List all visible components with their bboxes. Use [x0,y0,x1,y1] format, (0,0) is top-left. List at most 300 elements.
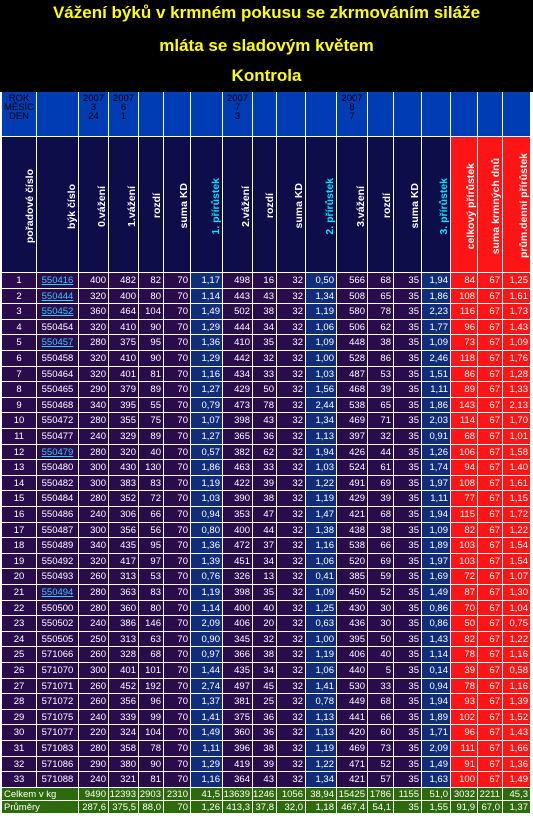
bull-id: 550505 [37,632,79,648]
table-cell: 114 [451,413,478,429]
table-cell: 82 [451,523,478,539]
table-cell: 118 [451,351,478,367]
column-header [253,137,277,273]
table-cell: 1,47 [306,507,337,523]
table-cell: 0,80 [191,523,223,539]
column-header-label: suma KD [293,183,305,229]
table-cell: 32 [277,616,306,632]
table-cell: 67 [478,694,503,710]
table-cell: 87 [451,585,478,601]
bull-id: 550444 [37,289,79,305]
table-cell: 32 [277,507,306,523]
table-cell: 1,49 [191,725,223,741]
table-cell: 1,13 [306,710,337,726]
table-cell: 32 [277,569,306,585]
table-cell: 70 [164,382,191,398]
table-cell: 379 [109,382,139,398]
table-cell: 1,41 [306,679,337,695]
table-cell: 410 [223,335,253,351]
table-cell: 32 [277,585,306,601]
table-cell: 97 [139,554,164,570]
table-cell: 32 [277,429,306,445]
table-cell: 35 [394,772,422,788]
table-cell: 38 [368,523,394,539]
table-cell: 67 [478,772,503,788]
table-cell: 1,66 [503,741,531,757]
table-cell: 1,06 [306,554,337,570]
table-cell: 67 [478,476,503,492]
table-cell: 1,16 [503,679,531,695]
table-cell: 2,23 [422,304,451,320]
table-cell: 438 [337,523,368,539]
table-cell: 240 [79,772,109,788]
table-cell: 320 [79,367,109,383]
table-cell: 240 [79,710,109,726]
table-cell: 70 [164,569,191,585]
table-cell: 329 [109,429,139,445]
table-cell: 430 [337,601,368,617]
table-cell: 67 [478,382,503,398]
table-cell: 67 [478,367,503,383]
table-cell: 306 [109,507,139,523]
column-header-label: rozdí [151,193,163,219]
table-cell: 35 [394,398,422,414]
table-cell: 36 [253,710,277,726]
table-cell: 280 [79,335,109,351]
table-cell: 580 [337,304,368,320]
table-cell: 96 [451,725,478,741]
table-cell: 81 [139,367,164,383]
table-cell: 45 [253,679,277,695]
date-cell: 2007 7 3 [223,92,253,137]
table-cell: 1,22 [306,476,337,492]
bull-id: 571088 [37,772,79,788]
table-cell: 1,72 [503,507,531,523]
summary-label: Průměry [2,801,79,814]
table-cell: 33 [368,679,394,695]
date-cell [503,92,531,137]
table-cell: 35 [394,413,422,429]
summary-cell: 1786 [368,788,394,801]
table-cell: 375 [223,710,253,726]
table-cell: 70 [164,476,191,492]
table-cell: 220 [79,725,109,741]
date-cell [164,92,191,137]
table-cell: 35 [394,445,422,461]
table-cell: 32 [277,351,306,367]
table-cell: 469 [337,741,368,757]
table-cell: 67 [478,616,503,632]
table-cell: 1,63 [422,772,451,788]
column-header [306,137,337,273]
table-cell: 440 [337,663,368,679]
bull-id: 550500 [37,601,79,617]
table-cell: 32 [2,757,37,773]
table-cell: 34 [253,320,277,336]
summary-cell: 1246 [253,788,277,801]
table-cell: 2,09 [422,741,451,757]
table-cell: 1,01 [503,429,531,445]
table-cell: 1,61 [503,289,531,305]
table-cell: 32 [253,351,277,367]
table-cell: 90 [139,320,164,336]
table-cell: 32 [277,398,306,414]
table-cell: 498 [223,273,253,289]
table-cell: 38 [253,647,277,663]
table-cell: 383 [109,476,139,492]
table-cell: 32 [277,725,306,741]
table-cell: 375 [109,335,139,351]
table-cell: 35 [394,320,422,336]
table-cell: 70 [164,616,191,632]
summary-cell: 12393 [109,788,139,801]
table-cell: 2,46 [422,351,451,367]
table-cell: 44 [253,523,277,539]
table-cell: 356 [109,694,139,710]
table-cell: 448 [337,335,368,351]
table-cell: 1,16 [191,772,223,788]
table-cell: 130 [139,460,164,476]
table-cell: 70 [164,741,191,757]
table-cell: 32 [277,491,306,507]
table-cell: 67 [478,429,503,445]
table-cell: 1,03 [191,491,223,507]
table-cell: 463 [223,460,253,476]
table-cell: 32 [253,632,277,648]
table-cell: 32 [277,289,306,305]
summary-label: Celkem v kg [2,788,79,801]
table-cell: 67 [478,725,503,741]
table-cell: 1,00 [306,632,337,648]
table-cell: 96 [139,694,164,710]
table-cell: 410 [109,351,139,367]
table-cell: 30 [368,616,394,632]
table-cell: 104 [139,304,164,320]
table-cell: 390 [223,491,253,507]
bull-id: 550489 [37,538,79,554]
table-cell: 67 [478,289,503,305]
table-cell: 12 [2,445,37,461]
table-cell: 43 [253,289,277,305]
bull-id: 550479 [37,445,79,461]
table-cell: 67 [478,741,503,757]
table-cell: 93 [451,694,478,710]
table-cell: 1,73 [503,304,531,320]
bull-id: 550457 [37,335,79,351]
table-cell: 62 [253,445,277,461]
table-cell: 1,13 [306,429,337,445]
bull-id: 571070 [37,663,79,679]
table-cell: 8 [2,382,37,398]
table-cell: 32 [277,304,306,320]
summary-cell: 38,94 [306,788,337,801]
table-cell: 2,09 [191,616,223,632]
table-cell: 67 [478,445,503,461]
table-cell: 1,94 [422,273,451,289]
table-cell: 67 [478,757,503,773]
table-cell: 360 [223,725,253,741]
table-cell: 39 [368,382,394,398]
table-cell: 32 [277,382,306,398]
table-cell: 396 [223,741,253,757]
summary-cell: 51,0 [422,788,451,801]
summary-cell: 91,9 [451,801,478,814]
bull-id: 571075 [37,710,79,726]
column-header [337,137,368,273]
bull-id: 571072 [37,694,79,710]
table-cell: 70 [164,523,191,539]
table-cell: 365 [223,429,253,445]
table-cell: 2,13 [503,398,531,414]
table-cell: 44 [368,445,394,461]
table-cell: 70 [164,320,191,336]
column-header-label: suma krmných dnů [490,157,502,255]
table-cell: 0,78 [306,694,337,710]
column-header [164,137,191,273]
table-cell: 381 [223,694,253,710]
column-header-label: 2.vážení [240,185,252,227]
bull-id: 571077 [37,725,79,741]
table-cell: 1,09 [306,335,337,351]
table-cell: 32 [277,445,306,461]
table-cell: 20 [253,616,277,632]
table-cell: 566 [337,273,368,289]
table-cell: 1,11 [422,382,451,398]
table-cell: 77 [451,491,478,507]
table-cell: 1,03 [306,367,337,383]
table-cell: 1,19 [306,647,337,663]
table-cell: 52 [368,585,394,601]
table-cell: 363 [109,585,139,601]
table-cell: 352 [109,491,139,507]
table-cell: 35 [394,538,422,554]
table-cell: 1,11 [422,491,451,507]
bull-id: 550477 [37,429,79,445]
table-cell: 1,86 [191,460,223,476]
table-cell: 35 [394,679,422,695]
table-cell: 32 [277,601,306,617]
date-cell [394,92,422,137]
table-cell: 31 [2,741,37,757]
table-cell: 61 [368,460,394,476]
table-cell: 70 [164,772,191,788]
table-cell: 32 [277,741,306,757]
table-cell: 106 [451,445,478,461]
table-cell: 81 [139,772,164,788]
table-cell: 528 [337,351,368,367]
table-cell: 68 [368,507,394,523]
table-cell: 35 [394,725,422,741]
table-cell: 434 [223,367,253,383]
table-cell: 59 [368,569,394,585]
table-cell: 482 [109,273,139,289]
table-cell: 84 [451,273,478,289]
table-cell: 33 [253,367,277,383]
table-cell: 6 [2,351,37,367]
table-cell: 67 [478,507,503,523]
table-cell: 32 [277,647,306,663]
table-cell: 280 [79,741,109,757]
table-cell: 1,54 [503,538,531,554]
table-cell: 1,89 [422,710,451,726]
summary-cell: 13639 [223,788,253,801]
bull-id: 571086 [37,757,79,773]
table-cell: 75 [139,413,164,429]
table-cell: 1,25 [306,601,337,617]
table-cell: 2,03 [422,413,451,429]
table-cell: 143 [451,398,478,414]
table-cell: 260 [79,679,109,695]
summary-cell: 2211 [478,788,503,801]
table-cell: 38 [368,335,394,351]
summary-cell: 2310 [164,788,191,801]
table-cell: 32 [277,335,306,351]
table-cell: 0,94 [422,679,451,695]
table-cell: 35 [394,273,422,289]
table-cell: 78 [253,398,277,414]
table-cell: 67 [478,273,503,289]
table-cell: 17 [2,523,37,539]
table-cell: 70 [164,429,191,445]
table-cell: 421 [337,772,368,788]
table-cell: 429 [337,491,368,507]
column-header-label: suma KD [409,183,421,229]
table-cell: 33 [253,460,277,476]
table-cell: 70 [164,647,191,663]
table-cell: 23 [2,616,37,632]
table-cell: 443 [223,289,253,305]
date-cell: 2007 6 1 [109,92,139,137]
table-cell: 1,07 [503,569,531,585]
table-cell: 472 [223,538,253,554]
summary-cell: 467,4 [337,801,368,814]
table-cell: 1,44 [191,663,223,679]
table-cell: 62 [368,320,394,336]
table-cell: 0,94 [191,507,223,523]
table-cell: 1,19 [306,491,337,507]
summary-cell: 2903 [139,788,164,801]
column-header-label: prům.denní přírůstek [518,153,530,259]
page-subtitle: mláta se sladovým květem [159,36,374,55]
page-group-label: Kontrola [231,66,302,85]
table-cell: 35 [394,491,422,507]
table-cell: 70 [164,351,191,367]
table-cell: 1,29 [191,757,223,773]
table-cell: 32 [277,320,306,336]
table-cell: 0,14 [422,663,451,679]
table-cell: 1,39 [503,694,531,710]
table-cell: 35 [394,351,422,367]
column-header-label: rozdí [381,193,393,219]
table-cell: 39 [253,476,277,492]
table-cell: 0,86 [422,616,451,632]
table-cell: 417 [109,554,139,570]
bull-id: 550468 [37,398,79,414]
bull-id: 550452 [37,304,79,320]
bull-id: 550465 [37,382,79,398]
table-cell: 67 [478,460,503,476]
table-cell: 70 [164,304,191,320]
table-cell: 34 [253,663,277,679]
table-cell: 70 [164,663,191,679]
table-cell: 360 [79,304,109,320]
table-cell: 395 [109,398,139,414]
table-cell: 90 [139,351,164,367]
summary-cell: 67,0 [478,801,503,814]
table-cell: 35 [394,585,422,601]
table-cell: 430 [109,460,139,476]
table-cell: 35 [253,585,277,601]
table-cell: 1,37 [191,694,223,710]
column-header [277,137,306,273]
table-cell: 25 [253,694,277,710]
table-cell: 321 [109,772,139,788]
table-cell: 1,97 [422,476,451,492]
table-cell: 80 [139,601,164,617]
table-cell: 1,94 [422,507,451,523]
table-cell: 67 [478,601,503,617]
table-cell: 380 [109,757,139,773]
table-cell: 111 [451,741,478,757]
table-cell: 1,43 [503,725,531,741]
table-cell: 39 [451,663,478,679]
table-cell: 15 [2,491,37,507]
summary-cell: 287,6 [79,801,109,814]
table-cell: 70 [164,445,191,461]
table-cell: 1,76 [503,351,531,367]
table-cell: 73 [451,335,478,351]
bull-id: 550480 [37,460,79,476]
table-cell: 35 [394,367,422,383]
table-cell: 397 [337,429,368,445]
table-cell: 65 [368,289,394,305]
table-cell: 260 [79,694,109,710]
table-cell: 29 [2,710,37,726]
table-cell: 0,57 [191,445,223,461]
table-cell: 73 [368,741,394,757]
table-cell: 70 [164,335,191,351]
table-cell: 400 [79,273,109,289]
table-cell: 1,34 [306,289,337,305]
summary-cell: 41,5 [191,788,223,801]
table-cell: 355 [109,413,139,429]
table-cell: 11 [2,429,37,445]
table-cell: 38 [253,304,277,320]
table-cell: 35 [394,476,422,492]
bull-id: 571083 [37,741,79,757]
column-header-label: 0.vážení [96,185,108,227]
date-cell [253,92,277,137]
table-cell: 1,22 [306,757,337,773]
table-cell: 28 [2,694,37,710]
table-cell: 1,49 [422,585,451,601]
table-cell: 280 [79,445,109,461]
table-cell: 1,51 [422,367,451,383]
table-cell: 80 [139,289,164,305]
summary-cell: 375,5 [109,801,139,814]
table-cell: 450 [337,585,368,601]
table-cell: 70 [164,632,191,648]
summary-cell: 15425 [337,788,368,801]
table-cell: 70 [164,413,191,429]
table-cell: 32 [277,413,306,429]
page-title: Vážení býků v krmném pokusu se zkrmováním siláže [52,3,481,22]
table-cell: 32 [277,757,306,773]
table-cell: 67 [478,647,503,663]
table-cell: 32 [277,632,306,648]
table-cell: 72 [451,569,478,585]
table-cell: 0,76 [191,569,223,585]
